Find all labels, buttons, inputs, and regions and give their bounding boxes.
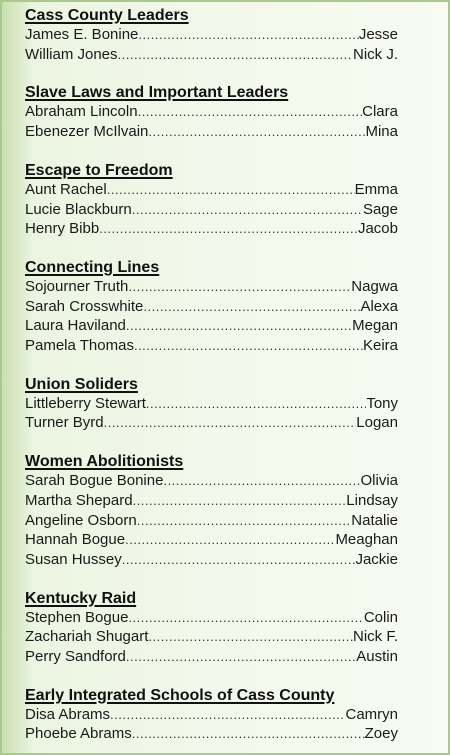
student-name: Austin xyxy=(356,648,398,666)
section-list xyxy=(25,6,448,744)
student-name: Mina xyxy=(365,123,398,141)
entry-row xyxy=(25,413,398,433)
section xyxy=(25,258,448,356)
section xyxy=(25,589,448,667)
historical-figure-name: Henry Bibb xyxy=(25,220,100,238)
section xyxy=(25,83,448,141)
historical-figure-name: Laura Haviland xyxy=(25,317,126,335)
entry-row xyxy=(25,647,398,667)
historical-figure-name: Sarah Bogue Bonine xyxy=(25,472,164,490)
entry-row xyxy=(25,297,398,317)
section-heading: Connecting Lines xyxy=(25,258,160,276)
student-name: Natalie xyxy=(351,511,398,529)
dot-leader xyxy=(148,627,353,647)
student-name: Jacob xyxy=(357,220,398,238)
entry-row xyxy=(25,724,398,744)
historical-figure-name: Phoebe Abrams xyxy=(25,725,132,743)
dot-leader xyxy=(133,491,347,511)
entry-row xyxy=(25,511,398,531)
historical-figure-name: William Jones xyxy=(25,45,118,63)
section xyxy=(25,6,448,64)
student-name: Jackie xyxy=(355,550,398,568)
student-name: Colin xyxy=(363,608,398,626)
historical-figure-name: Stephen Bogue xyxy=(25,608,129,626)
section-heading: Women Abolitionists xyxy=(25,453,184,471)
historical-figure-name: Littleberry Stewart xyxy=(25,394,146,412)
dot-leader xyxy=(134,336,363,356)
historical-figure-name: Abraham Lincoln xyxy=(25,103,138,121)
student-name: Emma xyxy=(354,180,398,198)
dot-leader xyxy=(128,277,351,297)
student-name: Jesse xyxy=(358,26,398,43)
dot-leader xyxy=(99,219,358,239)
historical-figure-name: Susan Hussey xyxy=(25,550,122,568)
historical-figure-name: Ebenezer McIlvain xyxy=(25,123,149,141)
section-heading: Slave Laws and Important Leaders xyxy=(25,84,289,102)
entry-row xyxy=(25,25,398,45)
historical-figure-name: Perry Sandford xyxy=(25,648,126,666)
historical-figure-name: Lucie Blackburn xyxy=(25,200,132,218)
section-heading: Escape to Freedom xyxy=(25,161,173,179)
dot-leader xyxy=(128,608,363,628)
historical-figure-name: Disa Abrams xyxy=(25,705,111,723)
entry-row xyxy=(25,608,398,628)
student-name: Lindsay xyxy=(346,491,398,509)
entry-row xyxy=(25,550,398,570)
section-heading: Cass County Leaders xyxy=(25,7,189,24)
dot-leader xyxy=(107,180,355,200)
dot-leader xyxy=(126,647,356,667)
entry-row xyxy=(25,122,398,142)
student-name: Keira xyxy=(362,337,398,355)
student-name: Sage xyxy=(362,200,398,218)
section-heading: Union Soliders xyxy=(25,375,138,393)
dot-leader xyxy=(122,550,356,570)
dot-leader xyxy=(104,413,357,433)
entry-row xyxy=(25,180,398,200)
dot-leader xyxy=(137,511,352,531)
student-name: Meaghan xyxy=(335,531,398,549)
student-name: Nick J. xyxy=(353,45,398,63)
student-name: Olivia xyxy=(360,472,398,490)
historical-figure-name: Hannah Bogue xyxy=(25,531,126,549)
entry-row xyxy=(25,102,398,122)
historical-figure-name: Angeline Osborn xyxy=(25,511,137,529)
entry-row xyxy=(25,219,398,239)
student-name: Clara xyxy=(362,103,398,121)
dot-leader xyxy=(138,25,358,45)
dot-leader xyxy=(148,122,365,142)
section xyxy=(25,452,448,570)
entry-row xyxy=(25,200,398,220)
entry-row xyxy=(25,277,398,297)
dot-leader xyxy=(118,45,353,65)
historical-figure-name: Zachariah Shugart xyxy=(25,628,149,646)
historical-figure-name: Pamela Thomas xyxy=(25,337,134,355)
historical-figure-name: Martha Shepard xyxy=(25,491,133,509)
dot-leader xyxy=(132,724,365,744)
student-name: Nick F. xyxy=(353,628,398,646)
section xyxy=(25,375,448,433)
dot-leader xyxy=(110,705,345,725)
entry-row xyxy=(25,336,398,356)
entry-row xyxy=(25,491,398,511)
historical-figure-name: James E. Bonine xyxy=(25,26,139,43)
entry-row xyxy=(25,316,398,336)
section xyxy=(25,161,448,239)
entry-row xyxy=(25,705,398,725)
student-name: Logan xyxy=(356,414,398,432)
section-heading: Kentucky Raid xyxy=(25,589,137,607)
historical-figure-name: Turner Byrd xyxy=(25,414,104,432)
dot-leader xyxy=(143,297,360,317)
entry-row xyxy=(25,627,398,647)
entry-row xyxy=(25,45,398,65)
entry-row xyxy=(25,471,398,491)
student-name: Camryn xyxy=(345,705,398,723)
dot-leader xyxy=(125,530,335,550)
entry-row xyxy=(25,394,398,414)
dot-leader xyxy=(132,200,363,220)
student-name: Megan xyxy=(352,317,398,335)
dot-leader xyxy=(138,102,363,122)
student-name: Nagwa xyxy=(351,277,398,295)
historical-figure-name: Sarah Crosswhite xyxy=(25,297,144,315)
section-heading: Early Integrated Schools of Cass County xyxy=(25,686,335,704)
dot-leader xyxy=(163,471,360,491)
student-name: Zoey xyxy=(364,725,398,743)
historical-figure-name: Aunt Rachel xyxy=(25,180,107,198)
historical-figure-name: Sojourner Truth xyxy=(25,277,129,295)
dot-leader xyxy=(146,394,366,414)
student-name: Tony xyxy=(366,394,398,412)
section xyxy=(25,686,448,744)
student-name: Alexa xyxy=(360,297,398,315)
entry-row xyxy=(25,530,398,550)
dot-leader xyxy=(126,316,352,336)
